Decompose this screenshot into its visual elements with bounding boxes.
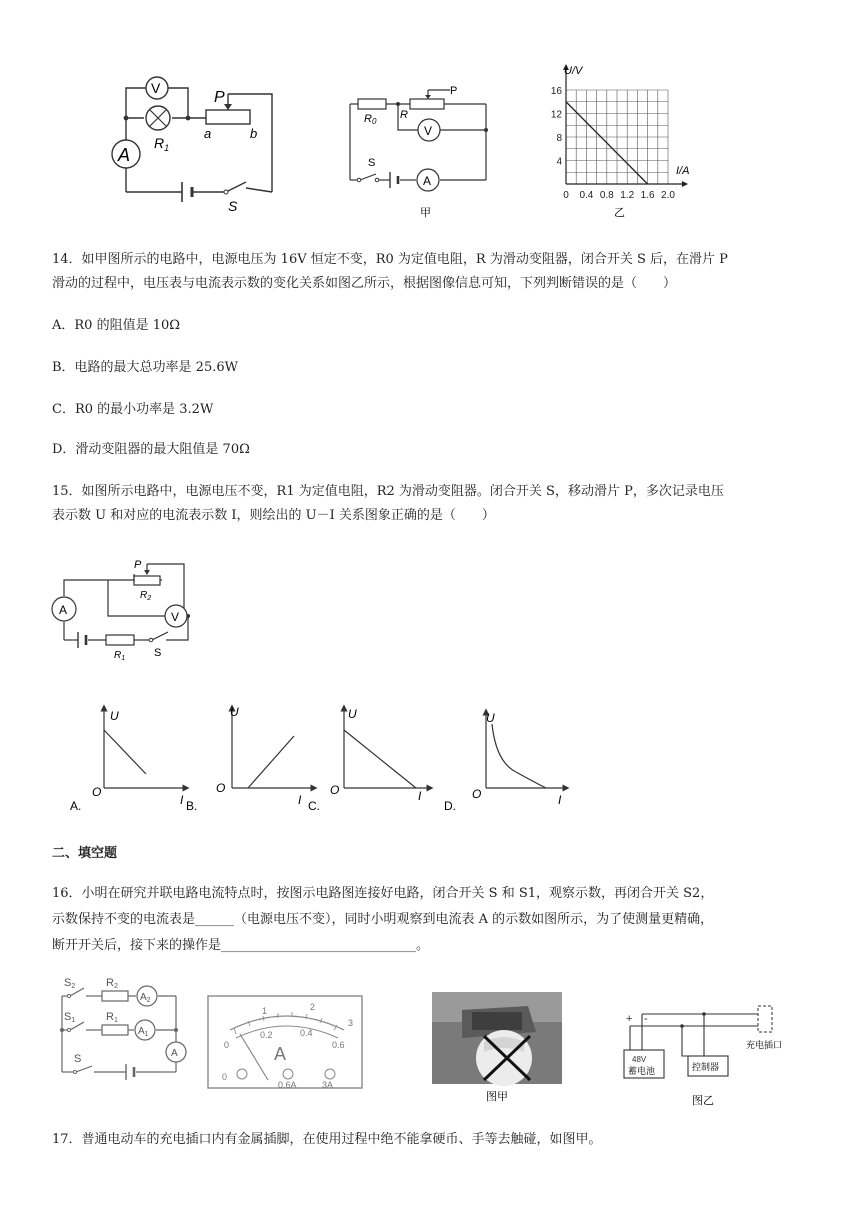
a1-label: $A_1$	[138, 1026, 149, 1038]
scale-1: 1	[262, 1006, 268, 1016]
diagram-caption: 图乙	[692, 1094, 714, 1107]
scale-0: 0	[224, 1040, 230, 1050]
s1-label: S1	[64, 1011, 76, 1024]
a-label: A	[171, 1048, 178, 1059]
svg-text:O: O	[472, 787, 482, 801]
x-tick-label: 0.8	[599, 190, 614, 201]
q16-parallel-circuit	[54, 976, 200, 1088]
svg-text:O: O	[216, 781, 226, 795]
q14-option-b: B．电路的最大总功率是 25.6W	[52, 360, 238, 375]
x-axis-arrow	[682, 181, 688, 187]
option-letter-a: A.	[70, 799, 82, 813]
svg-text:I: I	[558, 793, 562, 807]
q16-stem-line-2: 示数保持不变的电流表是______（电源电压不变），同时小明观察到电流表 A 的示数如图所示，为了使测量更精确，	[52, 912, 714, 927]
r1-label: $R_1$	[114, 650, 126, 662]
q14-option-d: D．滑动变阻器的最大阻值是 70Ω	[52, 442, 250, 457]
circuit-figure-top-left	[96, 66, 286, 216]
q16-stem-line-3: 断开开关后，接下来的操作是______________________________。	[52, 938, 430, 953]
voltmeter-label: V	[424, 124, 433, 138]
q15-circuit-figure	[50, 554, 200, 664]
port-label: 充电插口	[746, 1041, 783, 1051]
battery-label: 蓄电池	[628, 1067, 656, 1077]
chart-figure-yi	[536, 56, 706, 226]
svg-text:I: I	[418, 789, 422, 803]
q15-stem-line-1: 15．如图所示电路中，电源电压不变，R1 为定值电阻，R2 为滑动变阻器。闭合开关 S，移动滑片 P，多次记录电压	[52, 484, 724, 499]
x-axis-label: I/A	[676, 165, 690, 177]
y-tick-label: 8	[556, 133, 562, 144]
figure-caption-jia: 甲	[420, 206, 431, 219]
svg-text:U: U	[110, 709, 119, 723]
q15-option-graphs	[60, 700, 600, 816]
scale-2: 2	[310, 1002, 316, 1012]
ammeter-label: A	[118, 145, 131, 165]
svg-text:I: I	[180, 793, 184, 807]
switch-label: S	[368, 157, 376, 169]
figure-caption-yi: 乙	[614, 206, 625, 219]
terminal-3a: 3A	[322, 1080, 334, 1090]
q15-stem-line-2: 表示数 U 和对应的电流表示数 I，则绘出的 U－I 关系图象正确的是（ ）	[52, 508, 495, 523]
s2-label: S2	[64, 977, 76, 990]
svg-text:O: O	[330, 783, 340, 797]
ammeter-label: A	[59, 603, 68, 617]
section-title: 二、填空题	[52, 846, 118, 861]
q14-stem-line-2: 滑动的过程中，电压表与电流表示数的变化关系如图乙所示，根据图像信息可知，下列判断错误的是（ ）	[52, 276, 677, 291]
x-tick-label: 0	[563, 190, 569, 201]
slider-label: P	[214, 89, 225, 106]
plus-sign: +	[626, 1013, 633, 1025]
minus-sign: -	[644, 1013, 648, 1025]
x-tick-label: 1.6	[640, 190, 655, 201]
y-axis-label: U/V	[564, 65, 583, 77]
x-tick-label: 2.0	[661, 190, 675, 201]
controller-label: 控制器	[692, 1063, 720, 1073]
scale-0-2: 0.2	[260, 1030, 273, 1040]
scale-0-4: 0.4	[300, 1028, 313, 1038]
slider-label: P	[134, 559, 142, 571]
terminal-b-label: b	[250, 126, 258, 141]
q16-stem-line-1: 16．小明在研究并联电路电流特点时，按图示电路图连接好电路，闭合开关 S 和 S1，观察示数，再闭合开关 S2，	[52, 886, 714, 901]
option-letter-b: B.	[186, 799, 198, 813]
option-graph-d	[444, 711, 566, 813]
x-tick-label: 1.2	[620, 190, 635, 201]
x-tick-label: 0.4	[579, 190, 594, 201]
r2-label: $R_2$	[140, 590, 152, 602]
svg-text:O: O	[92, 785, 102, 799]
charging-system-diagram	[616, 1000, 808, 1108]
meter-unit: A	[274, 1044, 287, 1064]
q14-stem-line-1: 14．如甲图所示的电路中，电源电压为 16V 恒定不变，R0 为定值电阻，R 为滑动变阻器，闭合开关 S 后，在滑片 P	[52, 252, 728, 267]
voltmeter-label: V	[151, 80, 161, 96]
s-label: S	[74, 1053, 82, 1065]
switch-label: S	[154, 647, 162, 659]
y-tick-label: 16	[550, 86, 562, 97]
switch-label: S	[228, 198, 238, 214]
battery-voltage: 48V	[632, 1055, 647, 1064]
option-graph-b	[186, 705, 314, 813]
photo-caption: 图甲	[486, 1090, 508, 1103]
q14-option-c: C．R0 的最小功率是 3.2W	[52, 402, 214, 417]
voltmeter-label: V	[171, 610, 180, 624]
r1-label: $R_1$	[154, 135, 170, 153]
y-tick-label: 4	[556, 156, 562, 168]
scale-0-6: 0.6	[332, 1040, 345, 1050]
scale-3: 3	[348, 1018, 354, 1028]
circuit-figure-jia	[340, 84, 500, 224]
q14-option-a: A．R0 的阻值是 10Ω	[52, 318, 181, 333]
r1-label: R1	[106, 1011, 118, 1024]
charging-port-photo	[432, 992, 562, 1104]
a2-label: $A_2$	[140, 992, 151, 1004]
chart-grid	[566, 90, 668, 184]
svg-text:U: U	[486, 711, 495, 725]
ammeter-label: A	[423, 174, 432, 188]
svg-text:U: U	[348, 707, 357, 721]
option-letter-d: D.	[444, 799, 456, 813]
terminal-a-label: a	[204, 126, 212, 141]
slider-label: P	[450, 85, 458, 97]
q17-stem: 17．普通电动车的充电插口内有金属插脚，在使用过程中绝不能拿硬币、手等去触碰，如图甲。	[52, 1132, 602, 1147]
r-label: R	[400, 109, 408, 121]
y-tick-label: 12	[550, 109, 562, 121]
terminal-06a: 0.6A	[278, 1080, 297, 1090]
option-letter-c: C.	[308, 799, 320, 813]
terminal-zero: 0	[222, 1072, 228, 1082]
q16-ammeter-dial	[206, 994, 366, 1092]
option-graph-a	[70, 708, 186, 813]
r0-label: R0	[364, 113, 377, 126]
svg-text:U: U	[230, 705, 239, 719]
r2-label: R2	[106, 977, 118, 990]
option-graph-c	[308, 707, 430, 813]
svg-text:I: I	[298, 793, 302, 807]
